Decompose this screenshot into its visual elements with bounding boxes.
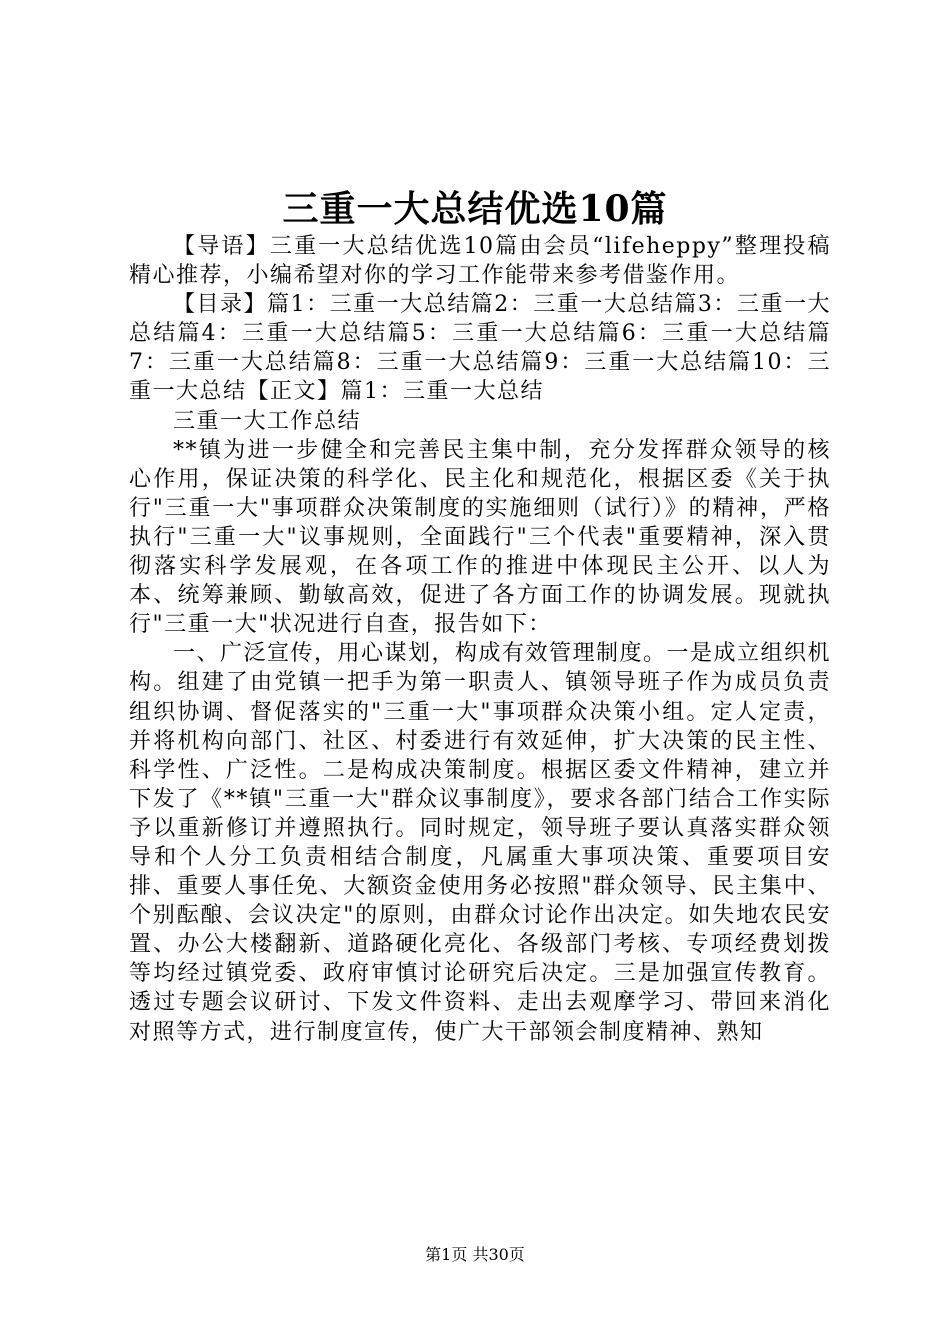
toc-paragraph: 【目录】篇1：三重一大总结篇2：三重一大总结篇3：三重一大总结篇4：三重一大总结篇5：三重一大总结篇6：三重一大总结篇7：三重一大总结篇8：三重一大总结篇9：三重一大总结篇10：三重一大总结【正文】篇1：三重一大总结: [129, 292, 831, 405]
document-title: 三重一大总结优选10篇: [282, 188, 668, 230]
section-heading: 三重一大工作总结: [173, 408, 362, 434]
intro-paragraph: 【导语】三重一大总结优选10篇由会员“lifeheppy”整理投稿精心推荐，小编希望对你的学习工作能带来参考借鉴作用。: [129, 234, 831, 289]
page-footer: 第1页 共30页: [425, 1245, 525, 1264]
body-paragraph: 一、广泛宣传，用心谋划，构成有效管理制度。一是成立组织机构。组建了由党镇一把手为第一职责人、镇领导班子作为成员负责组织协调、督促落实的"三重一大"事项群众决策小组。定人定责，并将机构向部门、社区、村委进行有效延伸，扩大决策的民主性、科学性、广泛性。二是构成决策制度。根据区委文件精神，建立并下发了《**镇"三重一大"群众议事制度》，要求各部门结合工作实际予以重新修订并遵照执行。同时规定，领导班子要认真落实群众领导和个人分工负责相结合制度，凡属重大事项决策、重要项目安排、重要人事任免、大额资金使用务必按照"群众领导、民主集中、个别酝酿、会议决定"的原则，由群众讨论作出决定。如失地农民安置、办公大楼翻新、道路硬化亮化、各级部门考核、专项经费划拨等均经过镇党委、政府审慎讨论研究后决定。三是加强宣传教育。透过专题会议研讨、下发文件资料、走出去观摩学习、带回来消化对照等方式，进行制度宣传，使广大干部领会制度精神、熟知: [129, 641, 832, 1045]
body-paragraph: **镇为进一步健全和完善民主集中制，充分发挥群众领导的核心作用，保证决策的科学化、民主化和规范化，根据区委《关于执行"三重一大"事项群众决策制度的实施细则（试行）》的精神，严格执行"三重一大"议事规则，全面践行"三个代表"重要精神，深入贯彻落实科学发展观，在各项工作的推进中体现民主公开、以人为本、统筹兼顾、勤敏高效，促进了各方面工作的协调发展。现就执行"三重一大"状况进行自查，报告如下：: [129, 437, 831, 638]
document-body: [129, 232, 831, 1047]
